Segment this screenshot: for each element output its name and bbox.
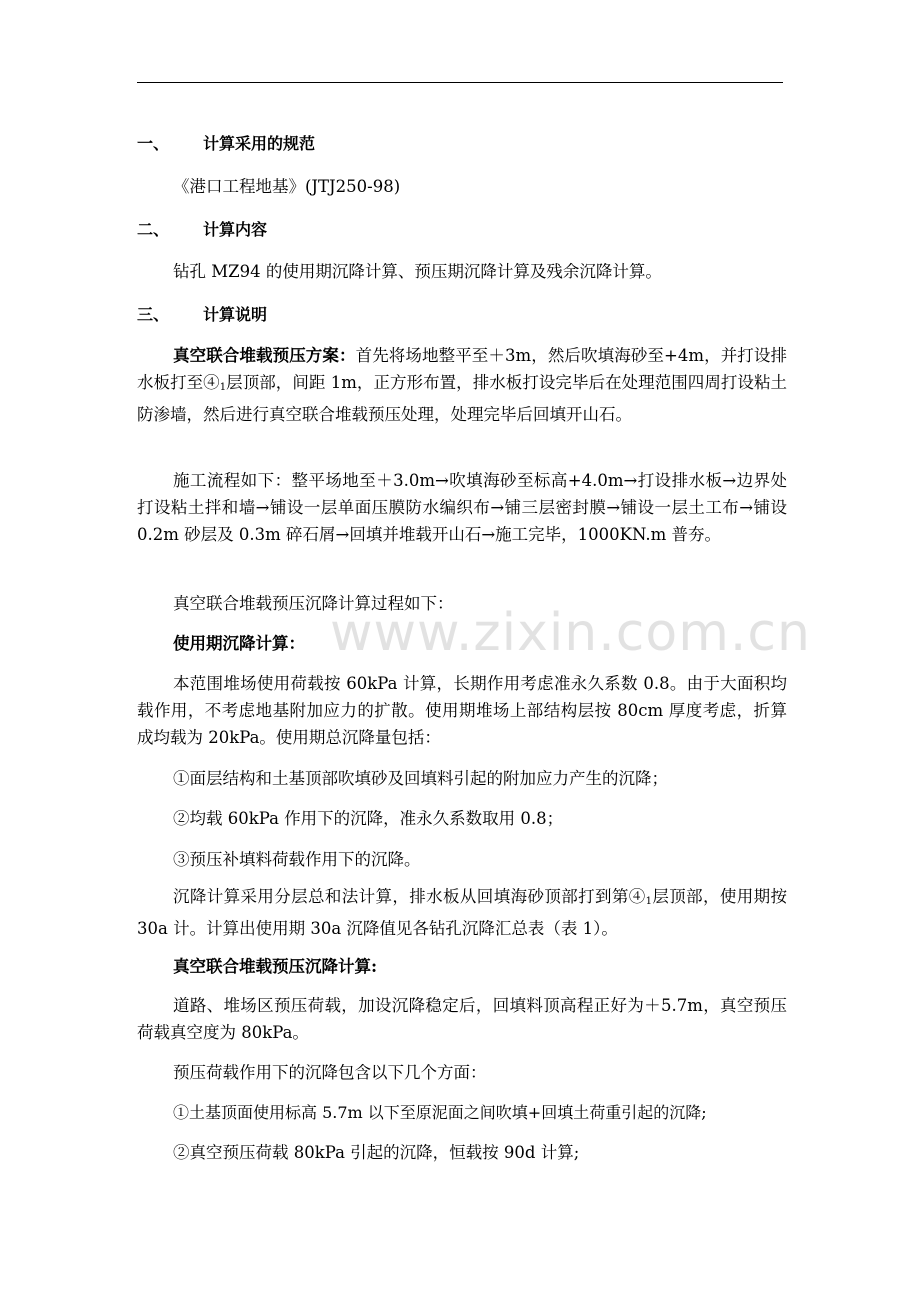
section-number: 三、 <box>137 305 170 324</box>
scheme-paragraph: 真空联合堆载预压方案：首先将场地整平至＋3m，然后吹填海砂至+4m，并打设排水板打至$④_1$层顶部，间距 1m，正方形布置，排水板打设完毕后在处理范围四周打设粘土防渗墙，然后进行真空联合堆载预压处理，处理完毕后回填开山石。 <box>137 346 788 424</box>
preload-item-2: ②真空预压荷载 80kPa 引起的沉降，恒载按 90d 计算; <box>173 1143 580 1162</box>
watermark: www.zixin.com.cn <box>330 603 811 663</box>
section-title: 计算内容 <box>203 220 268 239</box>
section-title: 计算采用的规范 <box>203 134 316 153</box>
preload-intro: 预压荷载作用下的沉降包含以下几个方面： <box>173 1063 487 1082</box>
section-heading-2 <box>137 217 267 240</box>
use-item-3: ③预压补填料荷载作用下的沉降。 <box>173 850 421 869</box>
header-rule <box>137 82 783 83</box>
preload-title: 真空联合堆载预压沉降计算: <box>173 957 378 976</box>
preload-paragraph: 道路、堆场区预压荷载，加设沉降稳定后，回填料顶高程正好为＋5.7m，真空预压荷载真空度为 80kPa。 <box>137 996 787 1042</box>
standard-reference: 《港口工程地基》(JTJ250-98) <box>173 177 401 196</box>
use-period-title: 使用期沉降计算： <box>173 634 305 653</box>
preload-item-1: ①土基顶面使用标高 5.7m 以下至原泥面之间吹填+回填土荷重引起的沉降; <box>173 1103 707 1122</box>
method-paragraph: 沉降计算采用分层总和法计算，排水板从回填海砂顶部打到第$④_1$层顶部，使用期按 30a 计。计算出使用期 30a 沉降值见各钻孔沉降汇总表（表 1）。 <box>137 887 788 938</box>
use-period-paragraph: 本范围堆场使用荷载按 60kPa 计算，长期作用考虑准永久系数 0.8。由于大面积均载作用，不考虑地基附加应力的扩散。使用期堆场上部结构层按 80cm 厚度考虑，折算成均载为 20kPa。使用期总沉降量包括： <box>137 674 787 747</box>
section-heading-3 <box>137 302 267 325</box>
section-heading-1 <box>137 131 315 154</box>
scheme-label: 真空联合堆载预压方案： <box>173 346 356 365</box>
process-intro: 真空联合堆载预压沉降计算过程如下： <box>173 594 454 613</box>
use-item-1: ①面层结构和土基顶部吹填砂及回填料引起的附加应力产生的沉降； <box>173 769 668 788</box>
construction-flow-paragraph: 施工流程如下：整平场地至＋3.0m→吹填海砂至标高+4.0m→打设排水板→边界处打设粘土拌和墙→铺设一层单面压膜防水编织布→铺三层密封膜→铺设一层土工布→铺设 0.2m 砂层及 0.3m 碎石屑→回填并堆载开山石→施工完毕，1000KN.m 普夯。 <box>137 471 787 544</box>
section-title: 计算说明 <box>203 305 268 324</box>
calc-content: 钻孔 MZ94 的使用期沉降计算、预压期沉降计算及残余沉降计算。 <box>173 262 662 281</box>
section-number: 二、 <box>137 220 170 239</box>
use-item-2: ②均载 60kPa 作用下的沉降，准永久系数取用 0.8； <box>173 809 564 828</box>
section-number: 一、 <box>137 134 170 153</box>
